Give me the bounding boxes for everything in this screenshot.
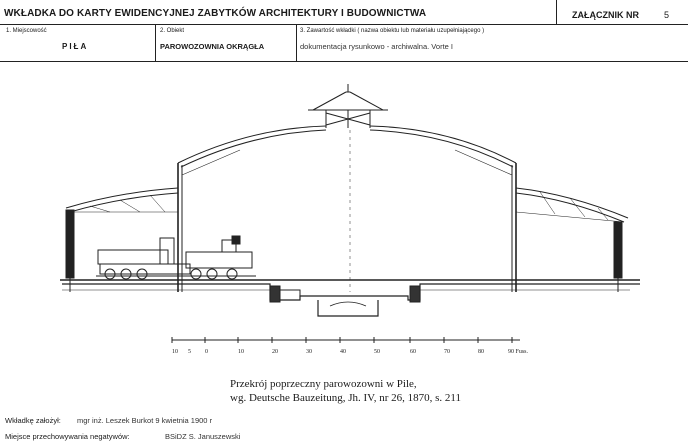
scale-tick-label: 80 (478, 349, 484, 355)
locality-label: 1. Miejscowość (6, 28, 47, 34)
attachment-label: ZAŁĄCZNIK NR (572, 10, 639, 20)
drawing-caption-line2: wg. Deutsche Bauzeitung, Jh. IV, nr 26, 1870, s. 211 (230, 392, 461, 404)
main-dome (178, 126, 516, 292)
scale-tick-label: 5 (188, 349, 191, 355)
scale-tick-label: 50 (374, 349, 380, 355)
scale-tick-label: 90 Fuss. (508, 349, 529, 355)
scale-tick-label: 20 (272, 349, 278, 355)
scale-tick-label: 0 (205, 349, 208, 355)
roundhouse-cross-section (0, 62, 688, 380)
header-divider-attach (556, 0, 557, 25)
prepared-value: mgr inż. Leszek Burkot 9 kwietnia 1900 r (77, 416, 213, 425)
scale-labels (172, 349, 529, 355)
object-value: PAROWOZOWNIA OKRĄGŁA (160, 42, 265, 51)
header-divider-top (0, 24, 688, 25)
scale-tick-label: 70 (444, 349, 450, 355)
storage-row (5, 432, 241, 441)
scale-tick-label: 30 (306, 349, 312, 355)
scale-tick-label: 10 (172, 349, 178, 355)
roof-lantern (308, 84, 388, 128)
drawing-caption-line1: Przekrój poprzeczny parowozowni w Pile, (230, 378, 417, 390)
form-title: WKŁADKA DO KARTY EWIDENCYJNEJ ZABYTKÓW ARCHITEKTURY I BUDOWNICTWA (4, 8, 427, 19)
field-divider-1 (155, 24, 156, 62)
field-divider-2 (296, 24, 297, 62)
attachment-number: 5 (664, 10, 670, 20)
scale-bar (172, 337, 520, 343)
storage-label: Miejsce przechowywania negatywów: (5, 432, 130, 441)
storage-value: BSiDZ S. Januszewski (165, 432, 241, 441)
scale-tick-label: 10 (238, 349, 244, 355)
form-header (0, 0, 688, 62)
prepared-label: Wkładkę założył: (5, 416, 61, 425)
content-value: dokumentacja rysunkowo - archiwalna. Vorte I (300, 42, 453, 51)
content-label: 3. Zawartość wkładki ( nazwa obiektu lub materiału uzupełniającego ) (300, 28, 485, 34)
prepared-by-row (5, 416, 213, 425)
right-wing (516, 188, 628, 292)
scale-tick-label: 60 (410, 349, 416, 355)
locality-value: PIŁA (62, 42, 89, 51)
object-label: 2. Obiekt (160, 28, 185, 34)
locomotive (96, 236, 256, 279)
scale-tick-label: 40 (340, 349, 346, 355)
